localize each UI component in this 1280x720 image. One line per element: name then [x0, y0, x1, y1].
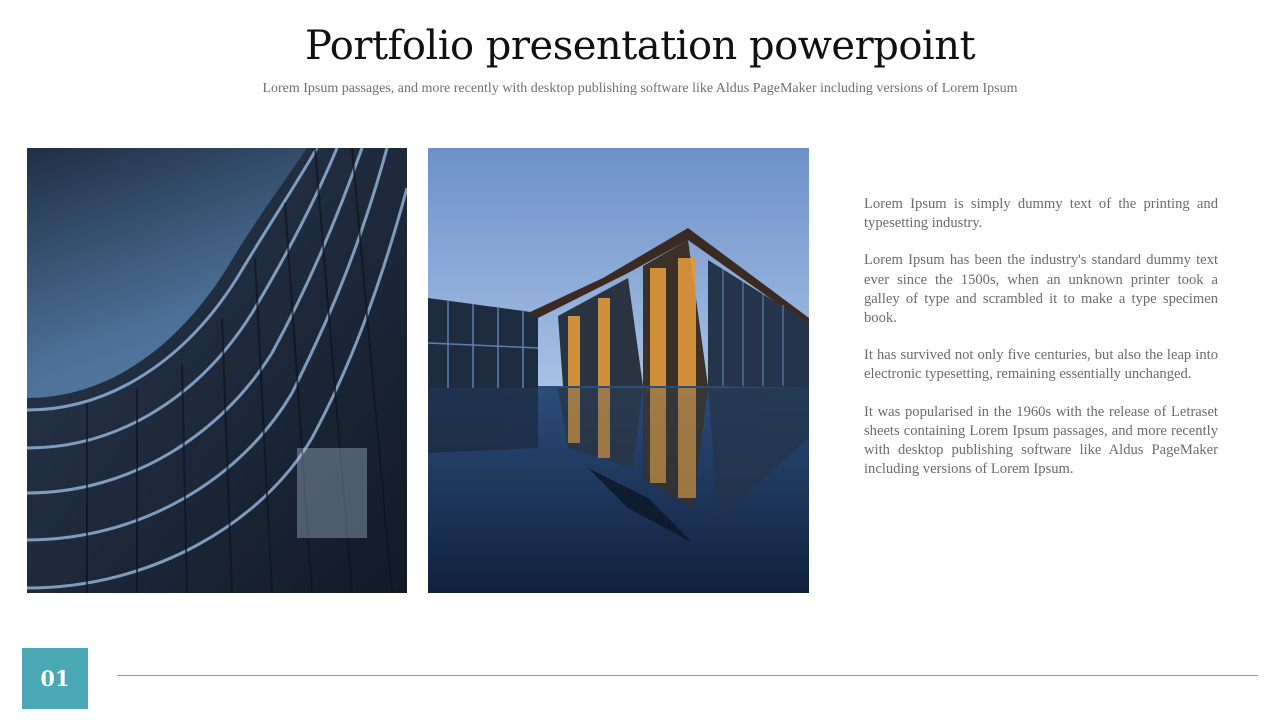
- slide-subtitle: Lorem Ipsum passages, and more recently with desktop publishing software like Aldus PageMaker including versions of Lorem Ipsum: [262, 81, 1018, 96]
- slide-number-badge: 01: [22, 648, 88, 709]
- glass-building-reflection-photo: [428, 148, 809, 593]
- paragraph: Lorem Ipsum has been the industry's standard dummy text ever since the 1500s, when an unknown printer took a galley of type and scrambled it to make a type specimen book.: [864, 252, 1218, 327]
- description-text: [864, 195, 1218, 497]
- paragraph: It was popularised in the 1960s with the release of Letraset sheets containing Lorem Ipsum passages, and more recently with desktop publishing software like Aldus PageMaker including versions of Lorem Ipsum.: [864, 403, 1218, 478]
- curved-building-photo: [27, 148, 407, 593]
- paragraph: It has survived not only five centuries, but also the leap into electronic typesetting, remaining essentially unchanged.: [864, 347, 1218, 383]
- slide-title: Portfolio presentation powerpoint: [304, 23, 976, 69]
- paragraph: Lorem Ipsum is simply dummy text of the printing and typesetting industry.: [864, 196, 1218, 232]
- footer-divider: [117, 675, 1258, 676]
